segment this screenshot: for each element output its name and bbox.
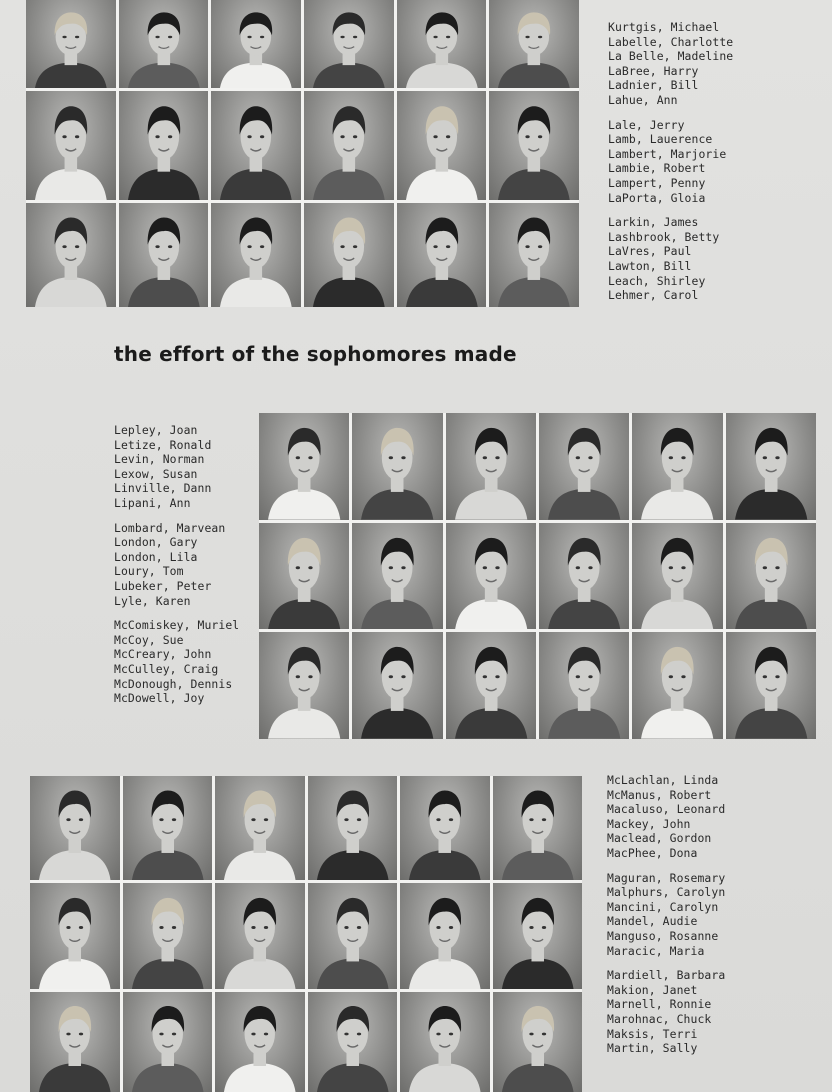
student-portrait xyxy=(211,0,301,88)
student-name: Maguran, Rosemary xyxy=(607,870,726,885)
student-name: Lambie, Robert xyxy=(608,161,706,176)
student-name: MacPhee, Dona xyxy=(607,845,698,860)
student-portrait xyxy=(123,883,213,989)
portrait-figure-icon xyxy=(539,632,629,739)
student-name: Kurtgis, Michael xyxy=(608,20,720,34)
student-portrait xyxy=(304,203,394,307)
student-name: Loury, Tom xyxy=(114,564,184,579)
student-portrait xyxy=(119,0,209,88)
portrait-figure-icon xyxy=(26,91,116,200)
student-portrait xyxy=(215,883,305,989)
name-list-bottom xyxy=(607,773,725,1056)
student-name: Letize, Ronald xyxy=(114,437,212,452)
portrait-figure-icon xyxy=(726,523,816,630)
portrait-figure-icon xyxy=(400,883,490,989)
student-portrait xyxy=(26,0,116,88)
student-portrait xyxy=(446,523,536,630)
student-name: McComiskey, Muriel xyxy=(114,618,240,633)
student-portrait xyxy=(397,91,487,200)
name-list-top xyxy=(608,20,733,303)
student-name: Larkin, James xyxy=(608,215,699,230)
student-portrait xyxy=(489,91,579,200)
student-portrait xyxy=(400,992,490,1092)
student-name: Labelle, Charlotte xyxy=(608,34,734,49)
student-portrait xyxy=(397,0,487,88)
student-portrait xyxy=(539,413,629,520)
student-portrait xyxy=(632,413,722,520)
portrait-figure-icon xyxy=(446,523,536,630)
portrait-figure-icon xyxy=(26,0,116,88)
portrait-figure-icon xyxy=(119,91,209,200)
student-name: Lahue, Ann xyxy=(608,92,678,107)
student-name: Lale, Jerry xyxy=(608,117,685,132)
student-name: Ladnier, Bill xyxy=(608,78,699,93)
student-name: Lambert, Marjorie xyxy=(608,146,727,161)
student-name: La Belle, Madeline xyxy=(608,49,734,64)
student-portrait xyxy=(215,992,305,1092)
student-name: McCulley, Craig xyxy=(114,661,219,676)
student-name: Malphurs, Carolyn xyxy=(607,885,726,900)
portrait-figure-icon xyxy=(119,0,209,88)
portrait-figure-icon xyxy=(489,91,579,200)
portrait-figure-icon xyxy=(397,91,487,200)
student-portrait xyxy=(119,91,209,200)
photo-grid-top xyxy=(26,0,579,307)
student-name: Martin, Sally xyxy=(607,1041,698,1056)
student-portrait xyxy=(632,632,722,739)
student-name: Maclead, Gordon xyxy=(607,831,712,846)
student-name: Lyle, Karen xyxy=(114,593,191,608)
portrait-figure-icon xyxy=(259,523,349,630)
student-portrait xyxy=(352,632,442,739)
portrait-figure-icon xyxy=(400,992,490,1092)
student-portrait xyxy=(259,523,349,630)
portrait-figure-icon xyxy=(493,776,583,880)
student-portrait xyxy=(308,776,398,880)
student-name: Makion, Janet xyxy=(607,982,698,997)
portrait-figure-icon xyxy=(211,203,301,307)
student-portrait xyxy=(30,883,120,989)
student-name: Lipani, Ann xyxy=(114,495,191,510)
portrait-figure-icon xyxy=(726,413,816,520)
portrait-figure-icon xyxy=(446,632,536,739)
student-portrait xyxy=(26,91,116,200)
student-name: Linville, Dann xyxy=(114,481,212,496)
student-name: Marnell, Ronnie xyxy=(607,997,712,1012)
student-name: Levin, Norman xyxy=(114,452,205,467)
student-portrait xyxy=(308,883,398,989)
student-name: Lepley, Joan xyxy=(114,423,198,437)
student-portrait xyxy=(397,203,487,307)
student-name: McDowell, Joy xyxy=(114,691,205,706)
page-headline: the effort of the sophomores made xyxy=(114,342,517,366)
portrait-figure-icon xyxy=(397,0,487,88)
student-name: Mancini, Carolyn xyxy=(607,899,719,914)
student-name: Mardiell, Barbara xyxy=(607,968,726,983)
student-name: LaPorta, Gloia xyxy=(608,190,706,205)
student-name: Maracic, Maria xyxy=(607,943,705,958)
student-portrait xyxy=(352,523,442,630)
portrait-figure-icon xyxy=(400,776,490,880)
student-portrait xyxy=(726,413,816,520)
portrait-figure-icon xyxy=(493,992,583,1092)
student-name: London, Gary xyxy=(114,535,198,550)
student-portrait xyxy=(489,0,579,88)
student-name: Lampert, Penny xyxy=(608,175,706,190)
student-name: Mackey, John xyxy=(607,816,691,831)
student-name: Manguso, Rosanne xyxy=(607,928,719,943)
student-name: McLachlan, Linda xyxy=(607,773,719,787)
photo-grid-middle xyxy=(259,413,816,739)
portrait-figure-icon xyxy=(726,632,816,739)
student-portrait xyxy=(123,992,213,1092)
student-name: McCreary, John xyxy=(114,647,212,662)
student-name: Lehmer, Carol xyxy=(608,288,699,303)
portrait-figure-icon xyxy=(446,413,536,520)
portrait-figure-icon xyxy=(304,0,394,88)
student-name: LaVres, Paul xyxy=(608,244,692,259)
student-portrait xyxy=(26,203,116,307)
student-portrait xyxy=(726,632,816,739)
portrait-figure-icon xyxy=(215,883,305,989)
portrait-figure-icon xyxy=(304,91,394,200)
portrait-figure-icon xyxy=(489,0,579,88)
student-portrait xyxy=(119,203,209,307)
portrait-figure-icon xyxy=(493,883,583,989)
student-name: Lashbrook, Betty xyxy=(608,229,720,244)
portrait-figure-icon xyxy=(211,91,301,200)
name-list-middle xyxy=(114,423,239,706)
portrait-figure-icon xyxy=(632,523,722,630)
student-name: Lamb, Lauerence xyxy=(608,132,713,147)
student-name: Lawton, Bill xyxy=(608,258,692,273)
student-portrait xyxy=(400,776,490,880)
portrait-figure-icon xyxy=(352,523,442,630)
student-name: McDonough, Dennis xyxy=(114,676,233,691)
portrait-figure-icon xyxy=(489,203,579,307)
student-portrait xyxy=(489,203,579,307)
student-name: Lubeker, Peter xyxy=(114,578,212,593)
student-portrait xyxy=(259,413,349,520)
student-portrait xyxy=(308,992,398,1092)
student-portrait xyxy=(304,91,394,200)
portrait-figure-icon xyxy=(308,776,398,880)
student-portrait xyxy=(259,632,349,739)
student-name: London, Lila xyxy=(114,549,198,564)
portrait-figure-icon xyxy=(259,413,349,520)
portrait-figure-icon xyxy=(123,883,213,989)
portrait-figure-icon xyxy=(397,203,487,307)
portrait-figure-icon xyxy=(215,776,305,880)
portrait-figure-icon xyxy=(259,632,349,739)
portrait-figure-icon xyxy=(119,203,209,307)
portrait-figure-icon xyxy=(123,776,213,880)
student-portrait xyxy=(352,413,442,520)
student-portrait xyxy=(400,883,490,989)
student-name: Leach, Shirley xyxy=(608,273,706,288)
student-portrait xyxy=(211,203,301,307)
student-portrait xyxy=(123,776,213,880)
student-portrait xyxy=(493,883,583,989)
portrait-figure-icon xyxy=(632,632,722,739)
student-name: Lexow, Susan xyxy=(114,466,198,481)
photo-grid-bottom xyxy=(30,776,582,1092)
portrait-figure-icon xyxy=(308,992,398,1092)
student-portrait xyxy=(539,523,629,630)
student-portrait xyxy=(215,776,305,880)
student-portrait xyxy=(493,776,583,880)
student-portrait xyxy=(493,992,583,1092)
portrait-figure-icon xyxy=(211,0,301,88)
student-portrait xyxy=(726,523,816,630)
student-portrait xyxy=(30,776,120,880)
portrait-figure-icon xyxy=(215,992,305,1092)
portrait-figure-icon xyxy=(632,413,722,520)
student-name: LaBree, Harry xyxy=(608,63,699,78)
student-portrait xyxy=(211,91,301,200)
student-name: McManus, Robert xyxy=(607,787,712,802)
portrait-figure-icon xyxy=(352,413,442,520)
student-name: McCoy, Sue xyxy=(114,632,184,647)
student-portrait xyxy=(304,0,394,88)
student-name: Macaluso, Leonard xyxy=(607,802,726,817)
portrait-figure-icon xyxy=(304,203,394,307)
student-portrait xyxy=(632,523,722,630)
portrait-figure-icon xyxy=(123,992,213,1092)
student-name: Mandel, Audie xyxy=(607,914,698,929)
portrait-figure-icon xyxy=(30,883,120,989)
student-name: Lombard, Marvean xyxy=(114,520,226,535)
portrait-figure-icon xyxy=(26,203,116,307)
portrait-figure-icon xyxy=(539,413,629,520)
student-portrait xyxy=(446,413,536,520)
student-name: Maksis, Terri xyxy=(607,1026,698,1041)
portrait-figure-icon xyxy=(30,992,120,1092)
student-portrait xyxy=(446,632,536,739)
portrait-figure-icon xyxy=(308,883,398,989)
portrait-figure-icon xyxy=(539,523,629,630)
portrait-figure-icon xyxy=(30,776,120,880)
student-portrait xyxy=(30,992,120,1092)
portrait-figure-icon xyxy=(352,632,442,739)
student-name: Marohnac, Chuck xyxy=(607,1011,712,1026)
student-portrait xyxy=(539,632,629,739)
